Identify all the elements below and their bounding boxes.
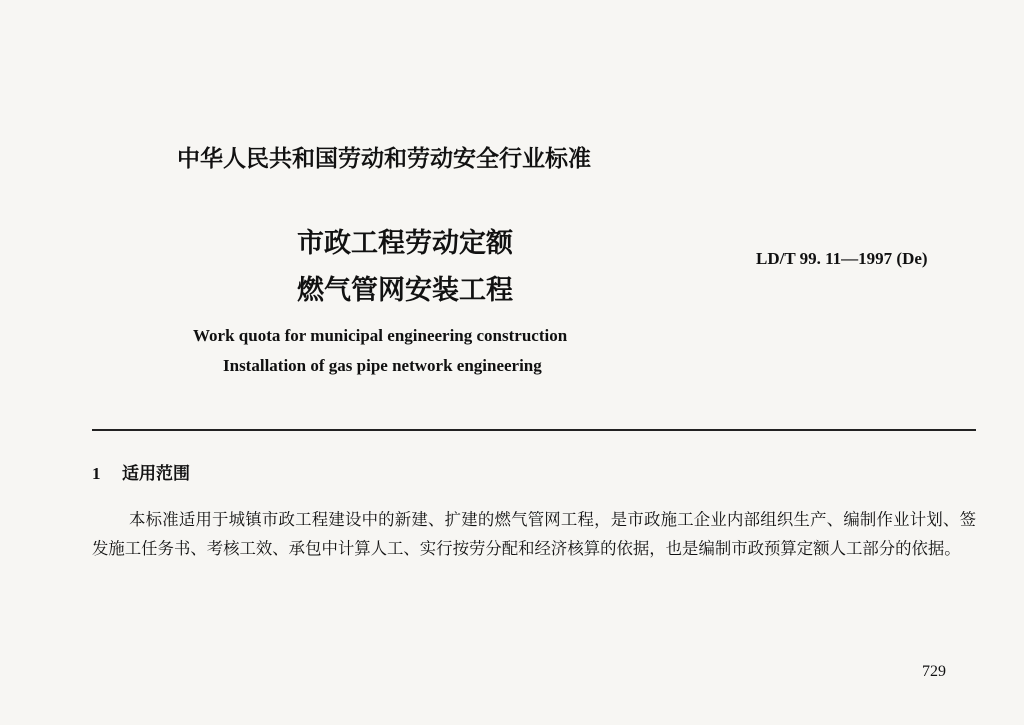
section-body-paragraph: 本标准适用于城镇市政工程建设中的新建、扩建的燃气管网工程，是市政施工企业内部组织生产、编制作业计划、签发施工任务书、考核工效、承包中计算人工、实行按劳分配和经济核算的依据，也是编制市政预算定额人工部分的依据。 bbox=[92, 510, 976, 558]
english-title-line-1: Work quota for municipal engineering construction bbox=[193, 326, 568, 345]
document-title-line-1: 市政工程劳动定额 bbox=[297, 228, 513, 259]
document-title-line-2: 燃气管网安装工程 bbox=[297, 275, 513, 306]
section-heading bbox=[92, 459, 190, 484]
standard-code: LD/T 99. 11—1997 (De) bbox=[756, 249, 928, 268]
english-title-line-2: Installation of gas pipe network engineering bbox=[223, 356, 542, 375]
industry-standard-header: 中华人民共和国劳动和劳动安全行业标准 bbox=[177, 146, 591, 172]
section-title: 适用范围 bbox=[122, 464, 190, 484]
section-number: 1 bbox=[92, 464, 101, 483]
horizontal-rule bbox=[92, 429, 976, 431]
page-number: 729 bbox=[922, 663, 946, 680]
